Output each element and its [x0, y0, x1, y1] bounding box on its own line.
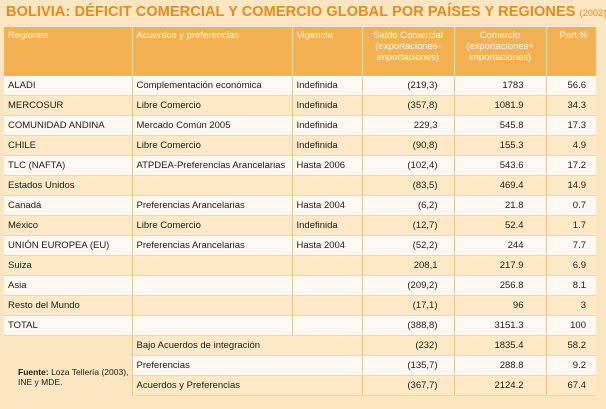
- cell-saldo: 229,3: [362, 116, 454, 136]
- cell-saldo: (83,5): [362, 176, 454, 196]
- header-acuerdos: Acuerdos y preferencias: [132, 27, 292, 76]
- cell-part: 9.2: [546, 356, 596, 376]
- table-row: [4, 236, 596, 256]
- header-part: Part.%: [546, 27, 596, 76]
- cell-saldo: (17,1): [362, 296, 454, 316]
- cell-saldo: (232): [362, 336, 454, 356]
- cell-part: 17.2: [546, 156, 596, 176]
- cell-vigencia: [292, 176, 362, 196]
- cell-part: 6.9: [546, 256, 596, 276]
- header-vigencia: Vigencia: [292, 27, 362, 76]
- cell-comercio: 1783: [454, 76, 546, 96]
- cell-comercio: 1081.9: [454, 96, 546, 116]
- table-title: [6, 4, 606, 24]
- cell-acuerdo: Complementación económica: [132, 76, 292, 96]
- title-year: (2002): [579, 8, 606, 18]
- table-row: [4, 196, 596, 216]
- table-row: [4, 296, 596, 316]
- cell-comercio: 52.4: [454, 216, 546, 236]
- cell-region: TOTAL: [4, 316, 132, 336]
- cell-comercio: 21.8: [454, 196, 546, 216]
- cell-acuerdo: [132, 316, 292, 336]
- cell-part: 67.4: [546, 376, 596, 396]
- cell-vigencia: Hasta 2004: [292, 236, 362, 256]
- table-row: [4, 136, 596, 156]
- cell-region: UNIÓN EUROPEA (EU): [4, 236, 132, 256]
- cell-part: 0.7: [546, 196, 596, 216]
- cell-part: 7.7: [546, 236, 596, 256]
- cell-acuerdo: Preferencias Arancelarias: [132, 236, 292, 256]
- cell-acuerdo: Bajo Acuerdos de integración: [132, 336, 362, 356]
- cell-region: CHILE: [4, 136, 132, 156]
- table-row: [4, 176, 596, 196]
- cell-comercio: 469.4: [454, 176, 546, 196]
- header-comercio: Comercio (exportaciones+ importaciones): [454, 27, 546, 76]
- cell-comercio: 3151.3: [454, 316, 546, 336]
- cell-saldo: (90,8): [362, 136, 454, 156]
- cell-part: 1.7: [546, 216, 596, 236]
- cell-part: 3: [546, 296, 596, 316]
- cell-comercio: 256.8: [454, 276, 546, 296]
- cell-comercio: 288.8: [454, 356, 546, 376]
- cell-region: México: [4, 216, 132, 236]
- cell-saldo: (6,2): [362, 196, 454, 216]
- cell-region: Resto del Mundo: [4, 296, 132, 316]
- cell-region: MERCOSUR: [4, 96, 132, 116]
- table-row: [4, 96, 596, 116]
- cell-part: 8.1: [546, 276, 596, 296]
- cell-saldo: (357,8): [362, 96, 454, 116]
- cell-saldo: 208,1: [362, 256, 454, 276]
- cell-acuerdo: [132, 176, 292, 196]
- cell-comercio: 2124.2: [454, 376, 546, 396]
- cell-comercio: 1835.4: [454, 336, 546, 356]
- cell-empty: [4, 336, 132, 356]
- cell-vigencia: Hasta 2004: [292, 196, 362, 216]
- cell-saldo: (219,3): [362, 76, 454, 96]
- table-row: [4, 216, 596, 236]
- cell-vigencia: [292, 316, 362, 336]
- cell-vigencia: Indefinida: [292, 136, 362, 156]
- cell-vigencia: [292, 296, 362, 316]
- cell-region: Canadá: [4, 196, 132, 216]
- cell-region: Suiza: [4, 256, 132, 276]
- cell-comercio: 543.6: [454, 156, 546, 176]
- cell-vigencia: Indefinida: [292, 116, 362, 136]
- table-row: [4, 156, 596, 176]
- cell-part: 17.3: [546, 116, 596, 136]
- cell-part: 56.6: [546, 76, 596, 96]
- cell-acuerdo: Mercado Común 2005: [132, 116, 292, 136]
- cell-saldo: (52,2): [362, 236, 454, 256]
- cell-part: 4.9: [546, 136, 596, 156]
- table-row: [4, 76, 596, 96]
- source-text: Loza Tellería (2003), INE y MDE.: [18, 367, 129, 387]
- cell-region: TLC (NAFTA): [4, 156, 132, 176]
- cell-saldo: (388,8): [362, 316, 454, 336]
- table-body: [4, 76, 596, 396]
- subtotal-row: [4, 336, 596, 356]
- cell-comercio: 155.3: [454, 136, 546, 156]
- cell-vigencia: Indefinida: [292, 76, 362, 96]
- cell-acuerdo: [132, 296, 292, 316]
- cell-region: Estados Unidos: [4, 176, 132, 196]
- table-row: [4, 256, 596, 276]
- cell-acuerdo: [132, 276, 292, 296]
- table-row: [4, 276, 596, 296]
- cell-saldo: (135,7): [362, 356, 454, 376]
- cell-acuerdo: Libre Comercio: [132, 96, 292, 116]
- cell-comercio: 217.9: [454, 256, 546, 276]
- cell-vigencia: [292, 256, 362, 276]
- cell-comercio: 96: [454, 296, 546, 316]
- cell-acuerdo: [132, 256, 292, 276]
- cell-comercio: 545.8: [454, 116, 546, 136]
- table-row: [4, 116, 596, 136]
- cell-part: 100: [546, 316, 596, 336]
- cell-saldo: (367,7): [362, 376, 454, 396]
- source-label: Fuente:: [18, 367, 49, 377]
- cell-region: Asia: [4, 276, 132, 296]
- cell-saldo: (102,4): [362, 156, 454, 176]
- cell-vigencia: Indefinida: [292, 216, 362, 236]
- header-saldo: Saldo Comercial (exportaciones-importaciones): [362, 27, 454, 76]
- trade-table: [4, 27, 596, 396]
- cell-region: COMUNIDAD ANDINA: [4, 116, 132, 136]
- cell-acuerdo: Libre Comercio: [132, 216, 292, 236]
- cell-part: 14.9: [546, 176, 596, 196]
- header-regiones: Regiones: [4, 27, 132, 76]
- header-row: [4, 27, 596, 76]
- cell-acuerdo: Libre Comercio: [132, 136, 292, 156]
- table-row: [4, 316, 596, 336]
- cell-saldo: (209,2): [362, 276, 454, 296]
- cell-part: 58.2: [546, 336, 596, 356]
- cell-comercio: 244: [454, 236, 546, 256]
- cell-acuerdo: Preferencias Arancelarias: [132, 196, 292, 216]
- title-main: BOLIVIA: DÉFICIT COMERCIAL Y COMERCIO GLOBAL POR PAÍSES Y REGIONES: [6, 4, 576, 20]
- cell-part: 34.3: [546, 96, 596, 116]
- cell-vigencia: Hasta 2006: [292, 156, 362, 176]
- cell-acuerdo: Acuerdos y Preferencias: [132, 376, 362, 396]
- cell-saldo: (12,7): [362, 216, 454, 236]
- cell-region: ALADI: [4, 76, 132, 96]
- source-note: [18, 367, 133, 387]
- cell-acuerdo: Preferencias: [132, 356, 362, 376]
- cell-vigencia: [292, 276, 362, 296]
- cell-acuerdo: ATPDEA-Preferencias Arancelarias: [132, 156, 292, 176]
- cell-vigencia: Indefinida: [292, 96, 362, 116]
